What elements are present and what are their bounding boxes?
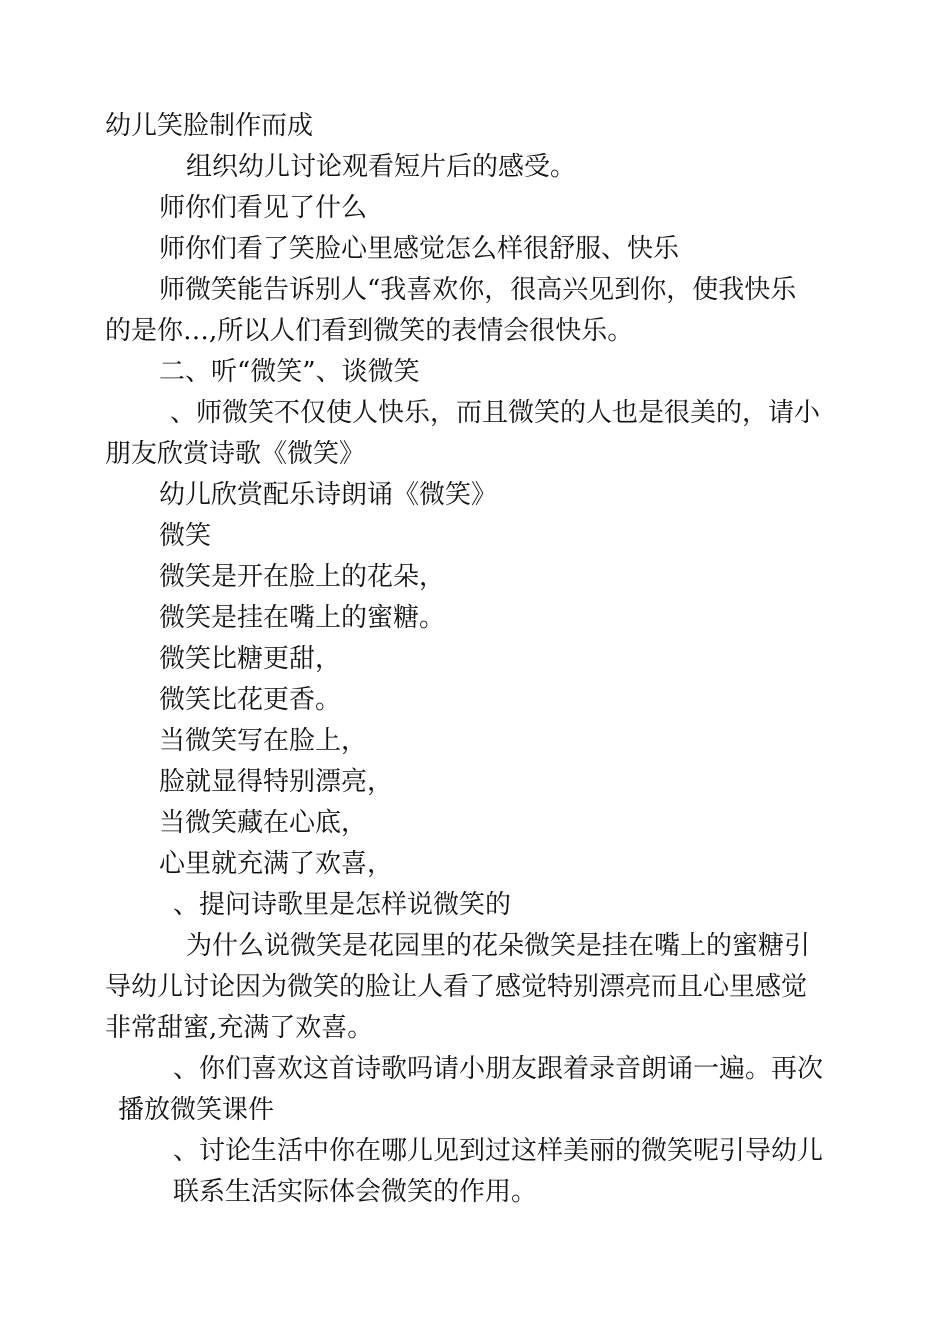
poem-line: 微笑是挂在嘴上的蜜糖。 [159, 603, 446, 633]
text-line: 非常甜蜜,充满了欢喜。 [105, 1013, 374, 1043]
poem-line: 微笑比花更香。 [159, 685, 342, 715]
text-line: 幼儿欣赏配乐诗朗诵《微笑》 [159, 480, 498, 510]
text-line: 、你们喜欢这首诗歌吗请小朋友跟着录音朗诵一遍。再次 [173, 1054, 824, 1084]
text-line: 师你们看了笑脸心里感觉怎么样很舒服、快乐 [159, 234, 680, 264]
text-line: 朋友欣赏诗歌《微笑》 [105, 439, 366, 469]
text-line: 联系生活实际体会微笑的作用。 [173, 1177, 538, 1207]
text-line: 师你们看见了什么 [159, 193, 368, 223]
text-line: 、师微笑不仅使人快乐，而且微笑的人也是很美的，请小 [170, 398, 821, 428]
text-line: 的是你…,所以人们看到微笑的表情会很快乐。 [105, 316, 634, 346]
text-line: 、提问诗歌里是怎样说微笑的 [173, 890, 512, 920]
text-line: 为什么说微笑是花园里的花朵微笑是挂在嘴上的蜜糖引 [186, 931, 811, 961]
poem-line: 微笑是开在脸上的花朵， [159, 562, 446, 592]
poem-line: 当微笑藏在心底， [159, 808, 368, 838]
text-line: 导幼儿讨论因为微笑的脸让人看了感觉特别漂亮而且心里感觉 [105, 972, 808, 1002]
text-line: 幼儿笑脸制作而成 [105, 111, 314, 141]
poem-title: 微笑 [159, 521, 212, 551]
text-line: 播放微笑课件 [118, 1095, 275, 1125]
poem-line: 心里就充满了欢喜， [159, 849, 394, 879]
section-heading: 二、听“微笑”、谈微笑 [159, 357, 420, 387]
poem-line: 当微笑写在脸上， [159, 726, 368, 756]
text-line: 、讨论生活中你在哪儿见到过这样美丽的微笑呢引导幼儿 [173, 1136, 824, 1166]
text-line: 师微笑能告诉别人“我喜欢你，很高兴见到你，使我快乐 [159, 275, 797, 305]
text-line: 组织幼儿讨论观看短片后的感受。 [186, 152, 577, 182]
poem-line: 脸就显得特别漂亮， [159, 767, 394, 797]
poem-line: 微笑比糖更甜， [159, 644, 342, 674]
